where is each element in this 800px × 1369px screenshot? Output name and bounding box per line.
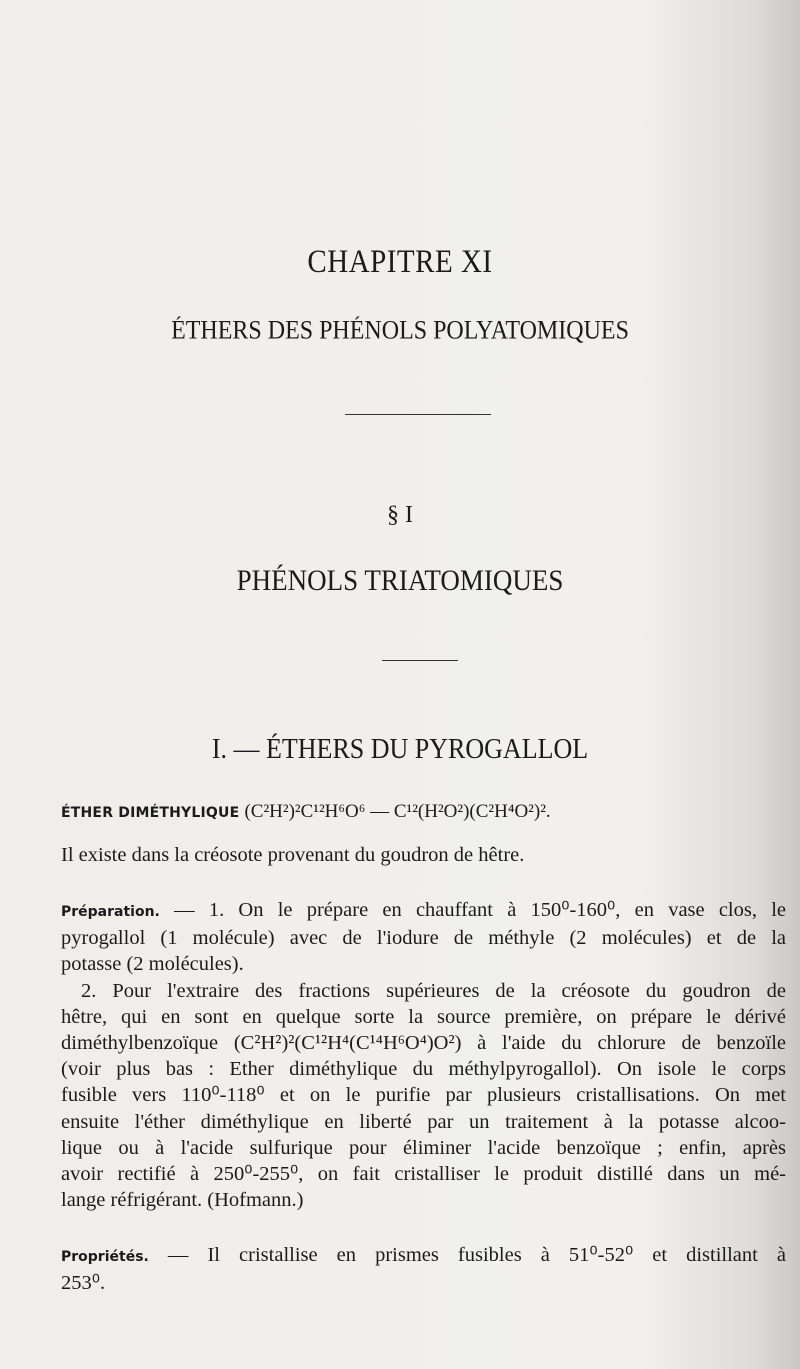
section-mark: § I — [387, 502, 413, 528]
properties-label: Propriétés. — [61, 1249, 149, 1265]
step2-line-3: diméthylbenzoïque (C²H²)²(C¹²H⁴(C¹⁴H⁶O⁴)O²) à l'aide du chlorure de benzoïle — [61, 1032, 786, 1055]
intro-line: Il existe dans la créosote provenant du goudron de hêtre. — [61, 844, 525, 866]
chapter-title: CHAPITRE XI — [307, 244, 493, 280]
section-divider — [382, 660, 458, 661]
step2-line-7: lique ou à l'acide sulfurique pour éliminer l'acide benzoïque ; enfin, après — [61, 1136, 786, 1159]
step2-line-2: hêtre, qui en sont en quelque sorte la source première, on prépare le dérivé — [61, 1005, 786, 1028]
preparation-line-3: potasse (2 molécules). — [61, 953, 244, 976]
chapter-divider — [345, 414, 491, 415]
step2-line-5: fusible vers 110⁰-118⁰ et on le purifie par plusieurs cristallisations. On met — [61, 1084, 786, 1107]
preparation-line-2: pyrogallol (1 molécule) avec de l'iodure de méthyle (2 molécules) et de la — [61, 927, 786, 950]
section-title: PHÉNOLS TRIATOMIQUES — [236, 563, 564, 597]
step2-line-8: avoir rectifié à 250⁰-255⁰, on fait cristalliser le produit distillé dans un mé- — [61, 1163, 786, 1186]
compound-name: ÉTHER DIMÉTHYLIQUE — [61, 805, 240, 821]
step2-line-9: lange réfrigérant. (Hofmann.) — [61, 1189, 304, 1212]
properties-line-2: 253⁰. — [61, 1272, 106, 1295]
subsection-title: I. — ÉTHERS DU PYROGALLOL — [211, 732, 589, 765]
chapter-subtitle: ÉTHERS DES PHÉNOLS POLYATOMIQUES — [171, 316, 629, 346]
compound-formula: (C²H²)²C¹²H⁶O⁶ — C¹²(H²O²)(C²H⁴O²)². — [244, 801, 551, 822]
intro-paragraph — [61, 842, 786, 868]
step2-line-6: ensuite l'éther diméthylique en liberté par un traitement à la potasse alcoo- — [61, 1110, 786, 1133]
compound-heading — [61, 798, 786, 826]
preparation-paragraph — [61, 897, 786, 1213]
properties-paragraph — [61, 1242, 786, 1296]
step2-line-1: 2. Pour l'extraire des fractions supérieures de la créosote du goudron de — [81, 979, 786, 1002]
preparation-label: Préparation. — [61, 904, 160, 920]
step2-line-4: (voir plus bas : Ether diméthylique du méthylpyrogallol). On isole le corps — [61, 1058, 786, 1081]
properties-line-1: Propriétés. — Il cristallise en prismes fusibles à 51⁰-52⁰ et distillant à — [61, 1244, 786, 1266]
show-through-texture — [150, 140, 156, 166]
preparation-line-1: Préparation. — 1. On le prépare en chauffant à 150⁰-160⁰, en vase clos, le — [61, 899, 786, 921]
